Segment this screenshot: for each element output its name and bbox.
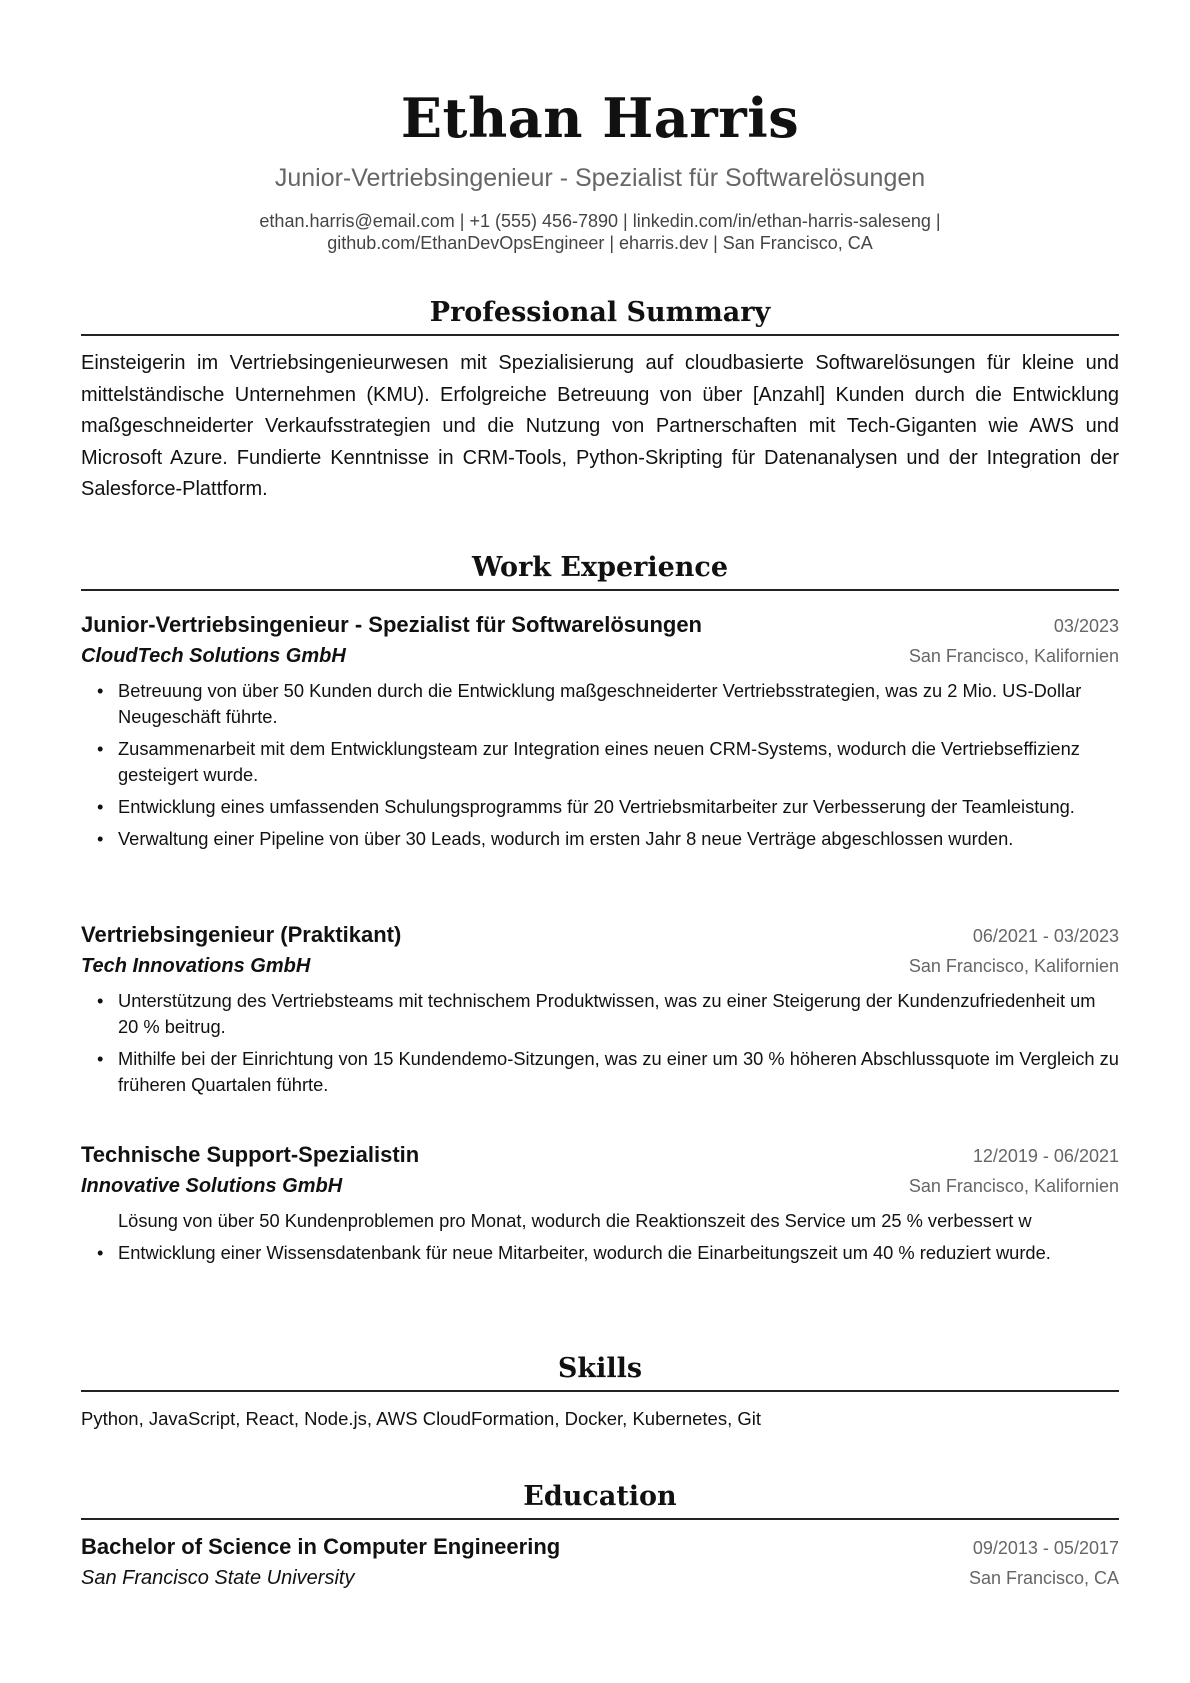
education-section xyxy=(81,1480,1119,1593)
education-school: San Francisco State University xyxy=(81,1567,355,1589)
skills-list: Python, JavaScript, React, Node.js, AWS CloudFormation, Docker, Kubernetes, Git xyxy=(81,1408,762,1429)
job-bullet: • Zusammenarbeit mit dem Entwicklungsteam zur Integration eines neuen CRM-Systems, wodurch die Vertriebseffizienz gesteigert wurde. xyxy=(118,736,1119,788)
education-location: San Francisco, CA xyxy=(968,1568,1119,1588)
job-bullet: • Entwicklung eines umfassenden Schulungsprogramms für 20 Vertriebsmitarbeiter zur Verbesserung der Teamleistung. xyxy=(118,794,1119,820)
education-header-row xyxy=(81,1532,1119,1563)
education-degree: Bachelor of Science in Computer Engineering xyxy=(81,1534,561,1559)
candidate-name: Ethan Harris xyxy=(400,86,800,150)
job-bullets xyxy=(81,678,1119,852)
job-bullet: • Unterstützung des Vertriebsteams mit technischem Produktwissen, was zu einer Steigerung der Kundenzufriedenheit um 20 % beitrug. xyxy=(118,988,1119,1040)
summary-section xyxy=(81,296,1119,506)
skills-section xyxy=(81,1352,1119,1432)
education-entry xyxy=(81,1532,1119,1593)
experience-section xyxy=(81,551,1119,591)
job-bullet: • Mithilfe bei der Einrichtung von 15 Kundendemo-Sitzungen, was zu einer um 30 % höheren Abschlussquote im Vergleich zu früheren Quartalen führte. xyxy=(118,1046,1119,1098)
job-title: Junior-Vertriebsingenieur - Spezialist für Softwarelösungen xyxy=(81,612,702,637)
job-bullet: • Betreuung von über 50 Kunden durch die Entwicklung maßgeschneiderter Vertriebsstrategien, was zu 2 Mio. US-Dollar Neugeschäft führte. xyxy=(118,678,1119,730)
job-location: San Francisco, Kalifornien xyxy=(908,646,1119,666)
contact-line-2: github.com/EthanDevOpsEngineer | eharris.dev | San Francisco, CA xyxy=(327,233,873,253)
summary-heading: Professional Summary xyxy=(81,296,1119,336)
education-school-row xyxy=(81,1563,1119,1593)
job-bullet: • Entwicklung einer Wissensdatenbank für neue Mitarbeiter, wodurch die Einarbeitungszeit um 40 % reduziert wurde. xyxy=(118,1240,1119,1266)
job-header-row xyxy=(81,1140,1119,1171)
job-entry xyxy=(81,1140,1119,1272)
job-company-row xyxy=(81,1171,1119,1201)
job-header-row xyxy=(81,610,1119,641)
contact-info xyxy=(81,210,1119,254)
job-location: San Francisco, Kalifornien xyxy=(908,1176,1119,1196)
job-date: 06/2021 - 03/2023 xyxy=(972,926,1119,946)
candidate-subtitle: Junior-Vertriebsingenieur - Spezialist für Softwarelösungen xyxy=(274,164,926,192)
education-heading: Education xyxy=(81,1480,1119,1520)
job-header-row xyxy=(81,920,1119,951)
job-company-row xyxy=(81,641,1119,671)
job-company: CloudTech Solutions GmbH xyxy=(81,645,346,667)
job-company-row xyxy=(81,951,1119,981)
job-bullets xyxy=(81,988,1119,1098)
job-entry xyxy=(81,920,1119,1104)
skills-heading: Skills xyxy=(81,1352,1119,1392)
job-company: Tech Innovations GmbH xyxy=(81,955,311,977)
job-entry xyxy=(81,610,1119,858)
job-company: Innovative Solutions GmbH xyxy=(81,1175,343,1197)
contact-line-1: ethan.harris@email.com | +1 (555) 456-7890 | linkedin.com/in/ethan-harris-saleseng | xyxy=(259,211,941,231)
resume-page xyxy=(81,0,1119,1589)
job-bullet: • Lösung von über 50 Kundenproblemen pro Monat, wodurch die Reaktionszeit des Service um 25 % verbessert w xyxy=(118,1208,1119,1234)
summary-text: Einsteigerin im Vertriebsingenieurwesen mit Spezialisierung auf cloudbasierte Softwarelösungen für kleine und mittelständische Unternehmen (KMU). Erfolgreiche Betreuung von über [Anzahl] Kunden durch die Entwicklung maßgeschneiderter Verkaufsstrategien und die Nutzung von Partnerschaften mit Tech-Giganten wie AWS und Microsoft Azure. Fundierte Kenntnisse in CRM-Tools, Python-Skripting für Datenanalysen und der Integration der Salesforce-Plattform. xyxy=(81,352,1119,500)
job-bullet: • Verwaltung einer Pipeline von über 30 Leads, wodurch im ersten Jahr 8 neue Verträge abgeschlossen wurden. xyxy=(118,826,1119,852)
job-date: 12/2019 - 06/2021 xyxy=(972,1146,1119,1166)
experience-heading: Work Experience xyxy=(81,551,1119,591)
resume-header xyxy=(81,0,1119,254)
job-location: San Francisco, Kalifornien xyxy=(908,956,1119,976)
job-bullets xyxy=(81,1208,1119,1266)
job-title: Vertriebsingenieur (Praktikant) xyxy=(81,922,402,947)
education-date: 09/2013 - 05/2017 xyxy=(972,1538,1119,1558)
job-title: Technische Support-Spezialistin xyxy=(81,1142,420,1167)
job-date: 03/2023 xyxy=(1053,616,1119,636)
